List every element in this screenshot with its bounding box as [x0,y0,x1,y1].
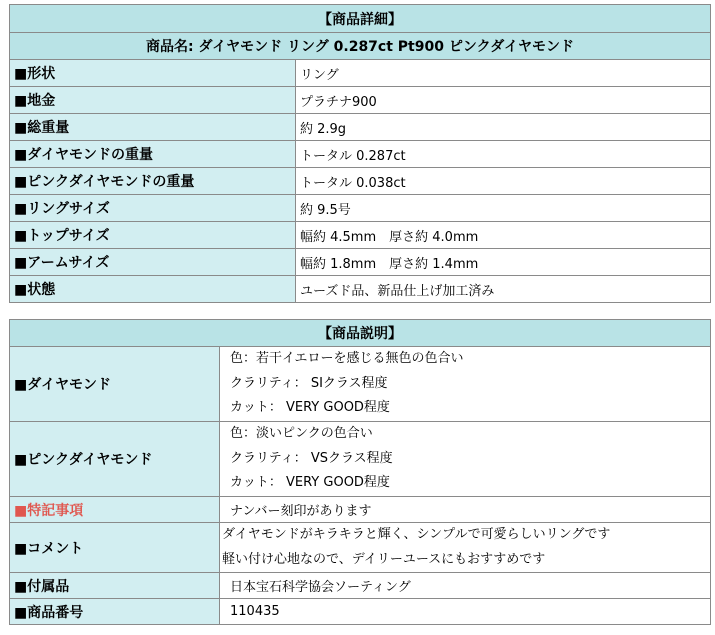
detail-row [10,60,711,87]
comment-label: ■コメント [10,523,220,573]
detail-row [10,87,711,114]
product-name: 商品名: ダイヤモンド リング 0.287ct Pt900 ピンクダイヤモンド [10,33,711,60]
detail-row [10,114,711,141]
pink-diamond-weight-label: ■ピンクダイヤモンドの重量 [10,168,296,195]
ring-size-value: 約 9.5号 [296,195,711,222]
detail-row [10,276,711,303]
condition-value: ユーズド品、新品仕上げ加工済み [296,276,711,303]
diamond-description [220,347,711,422]
accessories-label: ■付属品 [10,573,220,599]
description-row [10,422,711,497]
top-size-value: 幅約 4.5mm 厚さ約 4.0mm [296,222,711,249]
pink-diamond-description [220,422,711,497]
product-number-label: ■商品番号 [10,599,220,625]
description-row [10,523,711,573]
detail-row [10,249,711,276]
detail-row [10,168,711,195]
product-number-value: 110435 [220,599,711,625]
metal-label: ■地金 [10,87,296,114]
pink-diamond-clarity-line: クラリティ： VSクラス程度 [230,450,393,466]
shape-label: ■形状 [10,60,296,87]
product-details-table [9,4,711,303]
detail-row [10,141,711,168]
diamond-label: ■ダイヤモンド [10,347,220,422]
total-weight-value: 約 2.9g [296,114,711,141]
shape-value: リング [296,60,711,87]
diamond-weight-label: ■ダイヤモンドの重量 [10,141,296,168]
comment-line-2: 軽い付け心地なので、デイリーユースにもおすすめです [222,551,546,567]
total-weight-label: ■総重量 [10,114,296,141]
pink-diamond-label: ■ピンクダイヤモンド [10,422,220,497]
pink-diamond-weight-value: トータル 0.038ct [296,168,711,195]
accessories-value: 日本宝石科学協会ソーティング [220,573,711,599]
arm-size-value: 幅約 1.8mm 厚さ約 1.4mm [296,249,711,276]
ring-size-label: ■リングサイズ [10,195,296,222]
details-header: 【商品詳細】 [10,5,711,33]
comment-value [220,523,711,573]
pink-diamond-color-line: 色：淡いピンクの色合い [230,426,373,442]
pink-diamond-cut-line: カット： VERY GOOD程度 [230,475,390,491]
top-size-label: ■トップサイズ [10,222,296,249]
description-row [10,599,711,625]
metal-value: プラチナ900 [296,87,711,114]
detail-row [10,195,711,222]
condition-label: ■状態 [10,276,296,303]
comment-line-1: ダイヤモンドがキラキラと輝く、シンプルで可愛らしいリングです [222,527,611,542]
description-row [10,497,711,523]
diamond-weight-value: トータル 0.287ct [296,141,711,168]
arm-size-label: ■アームサイズ [10,249,296,276]
product-description-table [9,319,711,625]
diamond-color-line: 色：若干イエローを感じる無色の色合い [230,351,464,367]
description-header: 【商品説明】 [10,320,711,347]
description-row [10,573,711,599]
diamond-clarity-line: クラリティ： SIクラス程度 [230,375,388,391]
diamond-cut-line: カット： VERY GOOD程度 [230,400,390,416]
special-notes-label: ■特記事項 [10,497,220,523]
special-notes-value: ナンバー刻印があります [220,497,711,523]
description-row [10,347,711,422]
detail-row [10,222,711,249]
